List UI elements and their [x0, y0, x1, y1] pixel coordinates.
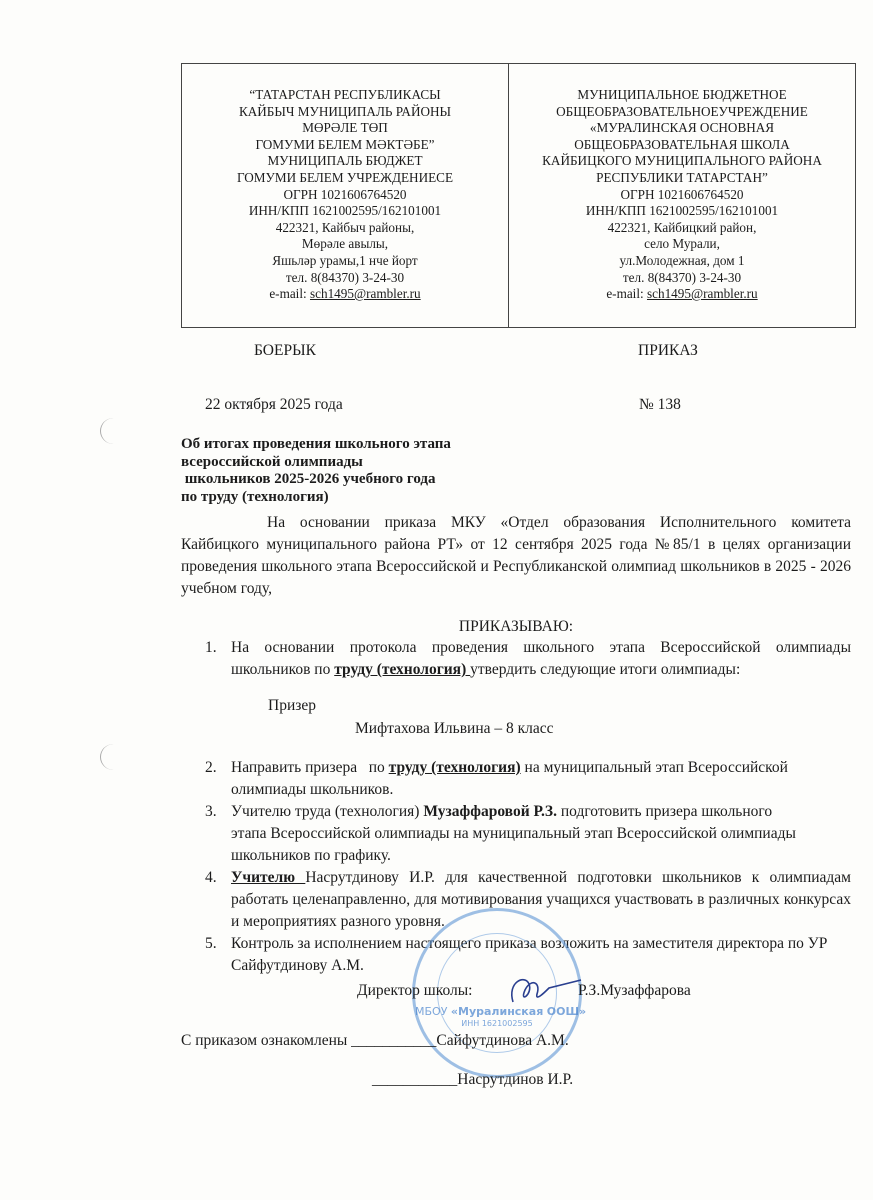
item-number: 2. — [205, 759, 217, 776]
item-emphasis: труду (технология) — [334, 661, 471, 678]
item-text: на муниципальный этап Всероссийской олимпиады школьников. — [231, 759, 788, 798]
item-text: Учителю труда (технология) — [231, 803, 424, 820]
item-number: 5. — [205, 935, 217, 952]
letterhead-line: село Мурали, — [644, 236, 720, 252]
letterhead-line: РЕСПУБЛИКИ ТАТАРСТАН” — [596, 169, 768, 185]
acquainted-label: С приказом ознакомлены — [181, 1032, 352, 1049]
item-text: Насрутдинову И.Р. для качественной подготовки школьников к олимпиадам работать целенаправленно, для мотивирования учащихся участвовать в различных конкурсах и мероприятиях разного уровня. — [231, 869, 851, 930]
letterhead-line: КАЙБИЦКОГО МУНИЦИПАЛЬНОГО РАЙОНА — [542, 153, 822, 169]
letterhead-line: МУНИЦИПАЛЬ БЮДЖЕТ — [267, 153, 423, 169]
punch-hole — [100, 744, 127, 770]
email-label: e-mail: — [269, 286, 310, 302]
item-text: подготовить призера школьного этапа Всероссийской олимпиады на муниципальный этап Всероссийской олимпиады школьников по графику. — [231, 803, 796, 864]
letterhead-line: КАЙБЫЧ МУНИЦИПАЛЬ РАЙОНЫ — [238, 103, 452, 119]
letterhead-line: ОГРН 1021606764520 — [283, 186, 407, 202]
email-line — [509, 286, 855, 303]
signature — [505, 972, 585, 1012]
item-number: 3. — [205, 803, 217, 820]
letterhead-line: тел. 8(84370) 3-24-30 — [285, 269, 405, 285]
letterhead-line: “ТАТАРСТАН РЕСПУБЛИКАСЫ — [249, 87, 441, 102]
email-label: e-mail: — [606, 286, 647, 302]
title-line: всероссийской олимпиады — [181, 453, 363, 470]
stamp-text: МБОУ — [415, 1005, 448, 1018]
letterhead-line: Мөрәле авылы, — [301, 236, 389, 252]
email-link[interactable]: sch1495@rambler.ru — [309, 286, 421, 302]
doc-type-tatar: БОЕРЫК — [254, 342, 316, 359]
letterhead-line: 422321, Кайбыч районы, — [275, 219, 415, 235]
order-item-3 — [205, 801, 805, 867]
title-line: школьников 2025-2026 учебного года — [181, 471, 436, 487]
item-text: На основании протокола проведения школьного этапа Всероссийской олимпиады школьников по — [231, 639, 851, 678]
letterhead-line: ГОМУМИ БЕЛЕМ УЧРЕЖДЕНИЕСЕ — [236, 169, 454, 185]
order-item-1 — [205, 637, 851, 681]
letterhead-line: «МУРАЛИНСКАЯ ОСНОВНАЯ — [589, 120, 775, 136]
letterhead-russian — [509, 64, 855, 327]
item-emphasis: труду (технология) — [388, 759, 521, 776]
signature-blank: ___________ — [372, 1071, 458, 1088]
letterhead-line: ГОМУМИ БЕЛЕМ МӘКТӘБЕ” — [255, 136, 435, 152]
letterhead-line: тел. 8(84370) 3-24-30 — [622, 269, 742, 285]
item-number: 4. — [205, 869, 217, 886]
letterhead-line: ИНН/КПП 1621002595/162101001 — [585, 203, 779, 219]
doc-date: 22 октября 2025 года — [205, 396, 343, 413]
item-emphasis: Учителю — [231, 869, 306, 886]
acquainted-name: Сайфутдинова А.М. — [436, 1032, 569, 1049]
prize-winner: Мифтахова Ильвина – 8 класс — [355, 720, 554, 737]
acquainted-line — [372, 1071, 573, 1089]
acquainted-line — [181, 1032, 569, 1050]
item-number: 1. — [205, 639, 217, 656]
letterhead-line: МУНИЦИПАЛЬНОЕ БЮДЖЕТНОЕ — [577, 87, 787, 102]
item-text: Контроль за исполнением настоящего приказа возложить на заместителя директора по УР Сайфутдинову А.М. — [231, 935, 828, 974]
letterhead-table — [181, 63, 856, 328]
preamble: На основании приказа МКУ «Отдел образования Исполнительного комитета Кайбицкого муниципального района РТ» от 12 сентября 2025 года №85/1 в целях организации проведения школьного этапа Всероссийской и Республиканской олимпиад школьников в 2025 - 2026 учебном году, — [181, 514, 851, 597]
letterhead-line: ИНН/КПП 1621002595/162101001 — [248, 203, 442, 219]
item-emphasis: Музаффаровой Р.З. — [423, 803, 557, 820]
item-text: Направить призера по — [231, 759, 389, 776]
letterhead-line: МӨРӘЛЕ ТӨП — [302, 120, 388, 136]
stamp-text: ИНН 1621002595 — [461, 1019, 533, 1028]
doc-number: № 138 — [639, 396, 681, 413]
letterhead-line: Яшьләр урамы,1 нче йорт — [272, 252, 418, 268]
doc-type-russian: ПРИКАЗ — [638, 342, 698, 359]
director-label: Директор школы: — [357, 982, 473, 999]
prize-label: Призер — [268, 697, 316, 714]
item-text: утвердить следующие итоги олимпиады: — [470, 661, 741, 678]
letterhead-line: ОГРН 1021606764520 — [620, 186, 744, 202]
letterhead-line: ОБЩЕОБРАЗОВАТЕЛЬНАЯ ШКОЛА — [574, 136, 790, 152]
director-name: Р.З.Музаффарова — [578, 982, 691, 999]
acquainted-name: Насрутдинов И.Р. — [457, 1071, 574, 1088]
letterhead-line: ОБЩЕОБРАЗОВАТЕЛЬНОЕУЧРЕЖДЕНИЕ — [556, 103, 808, 119]
email-link[interactable]: sch1495@rambler.ru — [646, 286, 758, 302]
letterhead-line: 422321, Кайбицкий район, — [607, 219, 757, 235]
order-item-2 — [205, 757, 851, 801]
doc-title — [181, 436, 451, 506]
punch-hole — [100, 418, 127, 444]
signature-blank: ___________ — [351, 1032, 437, 1049]
stamp-text: ООШ» — [546, 1005, 587, 1018]
letterhead-line: ул.Молодежная, дом 1 — [619, 252, 745, 268]
title-line: по труду (технология) — [181, 488, 329, 505]
stamp-text: «Муралинская — [450, 1005, 544, 1018]
letterhead-tatar — [182, 64, 509, 327]
order-word: ПРИКАЗЫВАЮ: — [458, 618, 574, 635]
title-line: Об итогах проведения школьного этапа — [181, 436, 451, 452]
email-line — [182, 286, 508, 303]
